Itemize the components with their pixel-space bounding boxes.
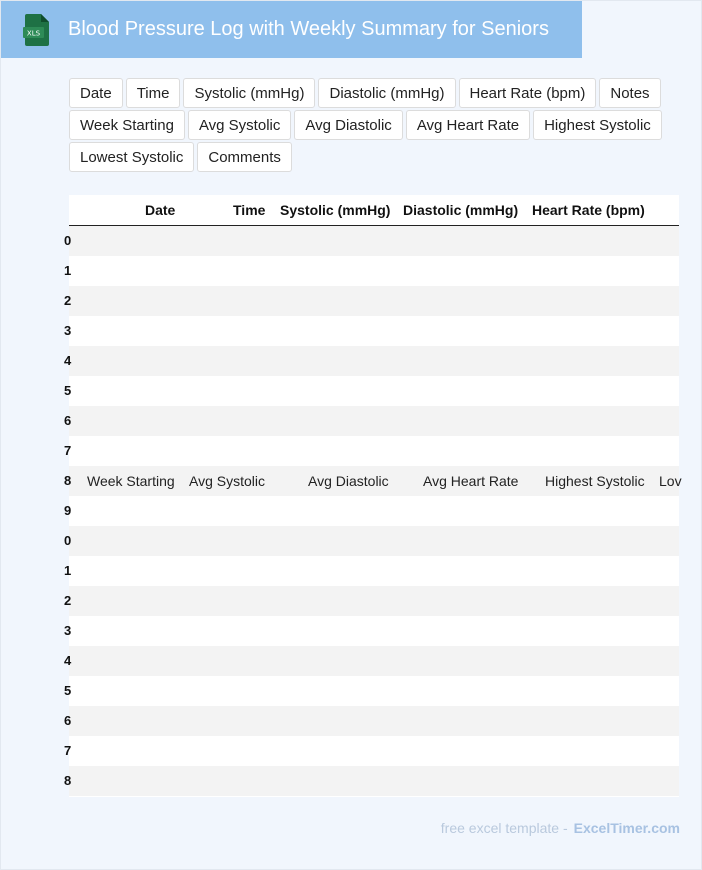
- row-number: 2: [64, 293, 72, 308]
- row-number: 7: [64, 743, 72, 758]
- header-systolic: Systolic (mmHg): [280, 202, 391, 218]
- table-row: [64, 586, 679, 616]
- footer-brand-link[interactable]: ExcelTimer.com: [573, 820, 680, 836]
- header-diastolic: Diastolic (mmHg): [403, 202, 519, 218]
- chip-avg-systolic[interactable]: Avg Systolic: [188, 110, 291, 140]
- row-number: 9: [64, 503, 72, 518]
- chip-lowest-systolic[interactable]: Lowest Systolic: [69, 142, 194, 172]
- row-number: 3: [64, 623, 72, 638]
- table-row: [64, 226, 679, 256]
- table-row: [64, 286, 679, 316]
- row-number: 7: [64, 443, 72, 458]
- row-number: 6: [64, 413, 72, 428]
- chip-date[interactable]: Date: [69, 78, 123, 108]
- chip-systolic[interactable]: Systolic (mmHg): [183, 78, 315, 108]
- row-number: 8: [64, 773, 72, 788]
- row-number: 6: [64, 713, 72, 728]
- chip-diastolic[interactable]: Diastolic (mmHg): [318, 78, 455, 108]
- summary-avg-diastolic: Avg Diastolic: [308, 473, 389, 489]
- summary-highest-systolic: Highest Systolic: [545, 473, 645, 489]
- summary-header-row: [64, 466, 682, 496]
- table-row: [64, 646, 679, 676]
- row-number: 8: [64, 473, 72, 488]
- table-row: [64, 616, 679, 646]
- row-number: 2: [64, 593, 72, 608]
- row-number: 3: [64, 323, 72, 338]
- chip-highest-systolic[interactable]: Highest Systolic: [533, 110, 662, 140]
- table-row: [64, 766, 679, 796]
- chip-time[interactable]: Time: [126, 78, 181, 108]
- summary-avg-heart-rate: Avg Heart Rate: [423, 473, 519, 489]
- row-number: 1: [64, 263, 72, 278]
- row-number: 4: [64, 353, 72, 368]
- spreadsheet-preview: [64, 195, 682, 797]
- chip-heart-rate[interactable]: Heart Rate (bpm): [459, 78, 597, 108]
- table-row: [64, 316, 679, 346]
- excel-file-icon: [23, 14, 51, 46]
- table-row: [64, 496, 679, 526]
- row-number: 4: [64, 653, 72, 668]
- row-number: 0: [64, 233, 72, 248]
- table-row: [64, 556, 679, 586]
- header-time: Time: [233, 202, 266, 218]
- table-row: [64, 346, 679, 376]
- sheet-header-row: [69, 195, 679, 226]
- table-row: [64, 436, 679, 466]
- table-row: [64, 706, 679, 736]
- summary-lowest-systolic: Lov: [659, 473, 682, 489]
- column-chip-list: [69, 78, 669, 172]
- summary-week-starting: Week Starting: [87, 473, 175, 489]
- row-number: 5: [64, 683, 72, 698]
- table-row: [64, 676, 679, 706]
- row-number: 1: [64, 563, 72, 578]
- table-row: [64, 406, 679, 436]
- table-row: [64, 736, 679, 766]
- header-heart-rate: Heart Rate (bpm): [532, 202, 645, 218]
- chip-avg-heart-rate[interactable]: Avg Heart Rate: [406, 110, 530, 140]
- chip-notes[interactable]: Notes: [599, 78, 660, 108]
- row-number: 0: [64, 533, 72, 548]
- table-row: [64, 256, 679, 286]
- footer-text: free excel template -: [440, 820, 568, 836]
- chip-week-starting[interactable]: Week Starting: [69, 110, 185, 140]
- icon-label: XLS: [26, 29, 41, 38]
- footer-credit: [441, 820, 680, 836]
- row-number: 5: [64, 383, 72, 398]
- summary-avg-systolic: Avg Systolic: [189, 473, 265, 489]
- title-bar: [1, 1, 582, 58]
- table-row: [64, 526, 679, 556]
- chip-comments[interactable]: Comments: [197, 142, 292, 172]
- header-date: Date: [145, 202, 176, 218]
- table-row: [64, 376, 679, 406]
- page-title: Blood Pressure Log with Weekly Summary for Seniors: [68, 18, 549, 40]
- chip-avg-diastolic[interactable]: Avg Diastolic: [294, 110, 402, 140]
